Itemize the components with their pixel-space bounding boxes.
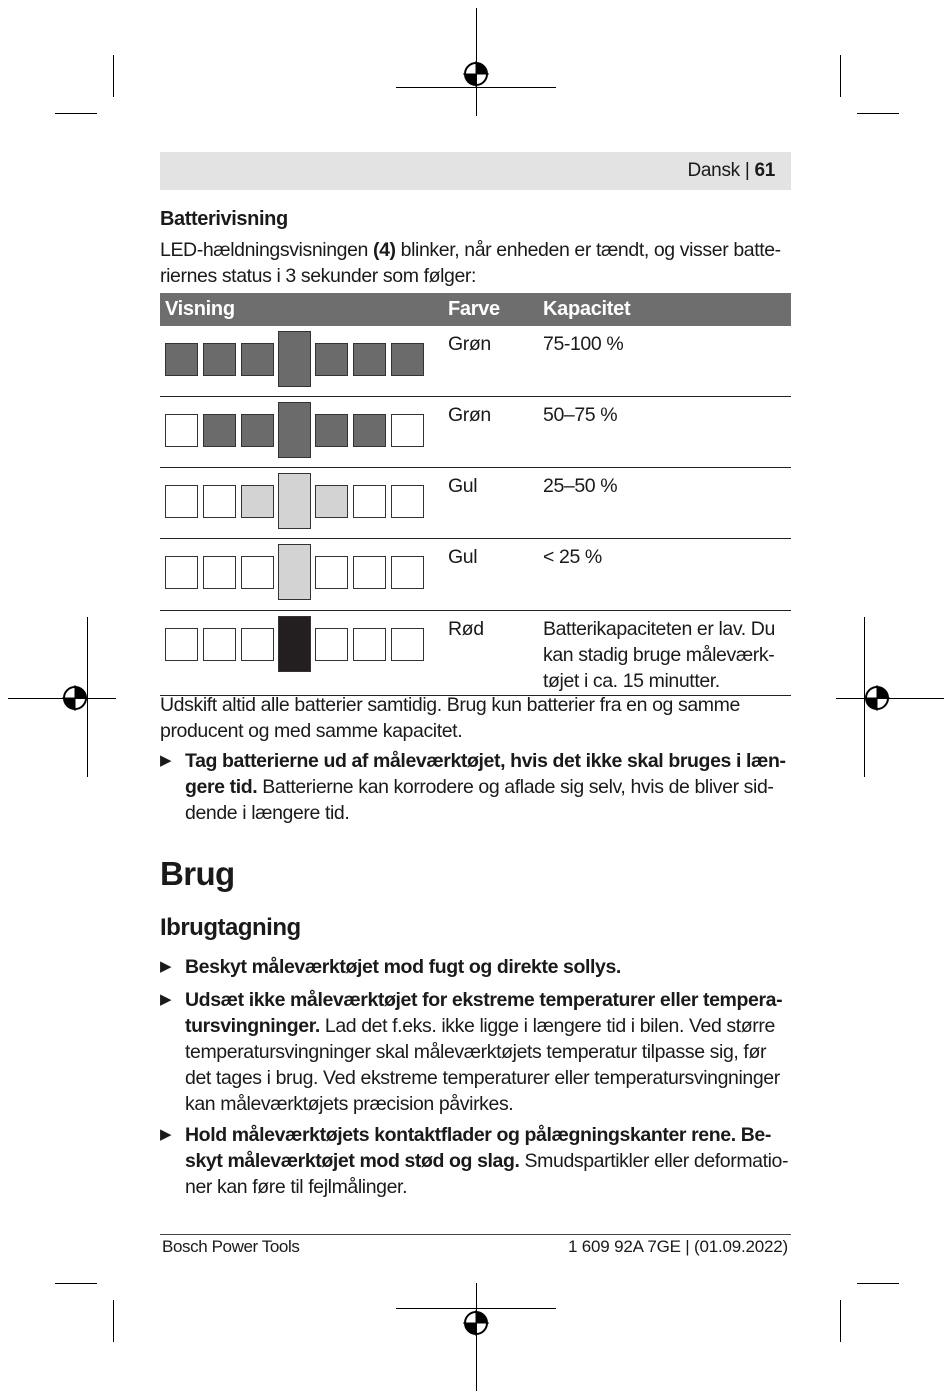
intro-text-b: blinker, når enheden er tændt, og visser batte- xyxy=(395,239,781,261)
crop-mark xyxy=(840,1300,841,1342)
crop-mark xyxy=(55,113,97,114)
bullet-text: det tages i brug. Ved ekstreme temperaturer eller temperatursvingninger xyxy=(185,1067,780,1089)
bullet-triangle-icon: ▶ xyxy=(160,1126,172,1143)
capacity-line: kan stadig bruge måleværk- xyxy=(543,644,775,666)
crop-mark xyxy=(857,1283,899,1284)
capacity-line: 50–75 % xyxy=(543,404,618,426)
led-segment xyxy=(241,343,274,376)
crop-mark xyxy=(396,1308,556,1309)
crop-mark xyxy=(836,698,944,699)
battery-intro xyxy=(160,237,791,289)
bullet-bold-text: gere tid. xyxy=(185,776,258,798)
led-segment xyxy=(203,343,236,376)
led-segment xyxy=(203,414,236,447)
led-segment xyxy=(391,485,424,518)
capacity-line: 25–50 % xyxy=(543,475,618,497)
table-body xyxy=(160,326,791,696)
registration-mark-icon xyxy=(463,61,489,87)
led-segment xyxy=(203,628,236,661)
table-row xyxy=(160,468,791,539)
led-segment xyxy=(241,414,274,447)
led-center-segment xyxy=(278,331,311,387)
bullet-text: kan måleværktøjets præcision påvirkes. xyxy=(185,1093,514,1115)
table-row xyxy=(160,397,791,468)
bullet-bold-text: Beskyt måleværktøjet mod fugt og direkte sollys. xyxy=(185,956,621,978)
footer-docnumber: 1 609 92A 7GE | (01.09.2022) xyxy=(568,1237,788,1256)
bullet-bold-text: skyt måleværktøjet mod stød og slag. xyxy=(185,1150,520,1172)
led-segment xyxy=(391,628,424,661)
table-header xyxy=(160,293,791,326)
crop-mark xyxy=(476,1283,477,1391)
subsection-title-ibrugtagning: Ibrugtagning xyxy=(160,914,301,941)
table-row xyxy=(160,539,791,611)
led-segment xyxy=(315,343,348,376)
footer-rule xyxy=(160,1234,791,1235)
footer-brand: Bosch Power Tools xyxy=(162,1237,300,1256)
cell-capacity xyxy=(543,331,623,357)
led-segment xyxy=(391,556,424,589)
led-segment xyxy=(241,628,274,661)
page-number: 61 xyxy=(754,160,775,181)
capacity-line: tøjet i ca. 15 minutter. xyxy=(543,670,720,692)
bullet-bold-text: tursvingninger. xyxy=(185,1015,320,1037)
battery-status-table xyxy=(160,293,791,696)
bullet-text: ner kan føre til fejlmålinger. xyxy=(185,1176,408,1198)
table-row xyxy=(160,326,791,397)
bullet-temperature xyxy=(160,987,791,1117)
cell-color: Gul xyxy=(448,546,478,568)
note-line-2: producent og med samme kapacitet. xyxy=(160,720,463,742)
header-kapacitet: Kapacitet xyxy=(543,298,631,320)
led-segment xyxy=(203,485,236,518)
cell-color: Rød xyxy=(448,618,484,640)
crop-mark xyxy=(113,1300,114,1342)
led-segment xyxy=(353,414,386,447)
cell-capacity xyxy=(543,402,617,428)
registration-mark-icon xyxy=(62,685,88,711)
led-center-segment xyxy=(278,544,311,600)
led-segment xyxy=(353,343,386,376)
bullet-bold-text: Udsæt ikke måleværktøjet for ekstreme temperaturer eller tempera- xyxy=(185,989,783,1011)
led-segment xyxy=(315,414,348,447)
led-segment xyxy=(353,556,386,589)
bullet-text: Smudspartikler eller deformatio- xyxy=(519,1150,789,1172)
bullet-triangle-icon: ▶ xyxy=(160,752,172,769)
crop-mark xyxy=(857,113,899,114)
bullet-text: dende i længere tid. xyxy=(185,802,350,824)
capacity-line: 75-100 % xyxy=(543,333,624,355)
led-segment xyxy=(165,628,198,661)
bullet-remove-batteries xyxy=(160,748,791,826)
cell-capacity xyxy=(543,544,602,570)
led-center-segment xyxy=(278,473,311,529)
header-language: Dansk xyxy=(687,160,740,181)
bullet-triangle-icon: ▶ xyxy=(160,958,172,975)
led-segment xyxy=(391,414,424,447)
cell-capacity xyxy=(543,473,617,499)
cell-capacity xyxy=(543,616,775,694)
led-segment xyxy=(353,628,386,661)
led-segment xyxy=(315,556,348,589)
led-segment xyxy=(315,628,348,661)
led-segment xyxy=(241,556,274,589)
header-separator: | xyxy=(744,160,750,181)
page-header xyxy=(160,152,791,190)
section-title-brug: Brug xyxy=(160,855,235,892)
note-line-1: Udskift altid alle batterier samtidig. Brug kun batterier fra en og samme xyxy=(160,694,740,716)
bullet-text: Lad det f.eks. ikke ligge i længere tid i bilen. Ved større xyxy=(319,1015,775,1037)
led-segment xyxy=(165,414,198,447)
registration-mark-icon xyxy=(463,1310,489,1336)
bullet-bold-text: Tag batterierne ud af måleværktøjet, hvis det ikke skal bruges i læn- xyxy=(185,750,786,772)
led-segment xyxy=(315,485,348,518)
bullet-protect-moisture xyxy=(160,954,791,980)
led-segment xyxy=(203,556,236,589)
led-center-segment xyxy=(278,402,311,458)
bullet-bold-text: Hold måleværktøjets kontaktflader og pålægningskanter rene. Be- xyxy=(185,1124,771,1146)
bullet-text: temperatursvingninger skal måleværktøjets temperatur tilpasse sig, før xyxy=(185,1041,767,1063)
bullet-keep-clean xyxy=(160,1122,791,1200)
battery-replace-note xyxy=(160,692,791,744)
header-text xyxy=(687,160,775,182)
bullet-triangle-icon: ▶ xyxy=(160,991,172,1008)
crop-mark xyxy=(113,55,114,97)
crop-mark xyxy=(396,87,556,88)
led-segment xyxy=(241,485,274,518)
led-segment xyxy=(391,343,424,376)
led-center-segment xyxy=(278,616,311,672)
intro-text-a: LED-hældningsvisningen xyxy=(160,239,374,261)
cell-color: Grøn xyxy=(448,333,491,355)
capacity-line: < 25 % xyxy=(543,546,602,568)
capacity-line: Batterikapaciteten er lav. Du xyxy=(543,618,775,640)
header-farve: Farve xyxy=(448,298,500,320)
header-visning: Visning xyxy=(165,298,235,320)
battery-heading: Batterivisning xyxy=(160,208,288,230)
crop-mark xyxy=(55,1283,97,1284)
bullet-text: Batterierne kan korrodere og aflade sig selv, hvis de bliver sid- xyxy=(257,776,774,798)
crop-mark xyxy=(840,55,841,97)
cell-color: Gul xyxy=(448,475,478,497)
intro-reference: (4) xyxy=(373,239,396,261)
led-segment xyxy=(165,485,198,518)
led-segment xyxy=(165,343,198,376)
table-row xyxy=(160,611,791,696)
intro-line-2: riernes status i 3 sekunder som følger: xyxy=(160,265,477,287)
led-segment xyxy=(353,485,386,518)
led-segment xyxy=(165,556,198,589)
cell-color: Grøn xyxy=(448,404,491,426)
registration-mark-icon xyxy=(864,685,890,711)
intro-line-1 xyxy=(160,237,791,263)
